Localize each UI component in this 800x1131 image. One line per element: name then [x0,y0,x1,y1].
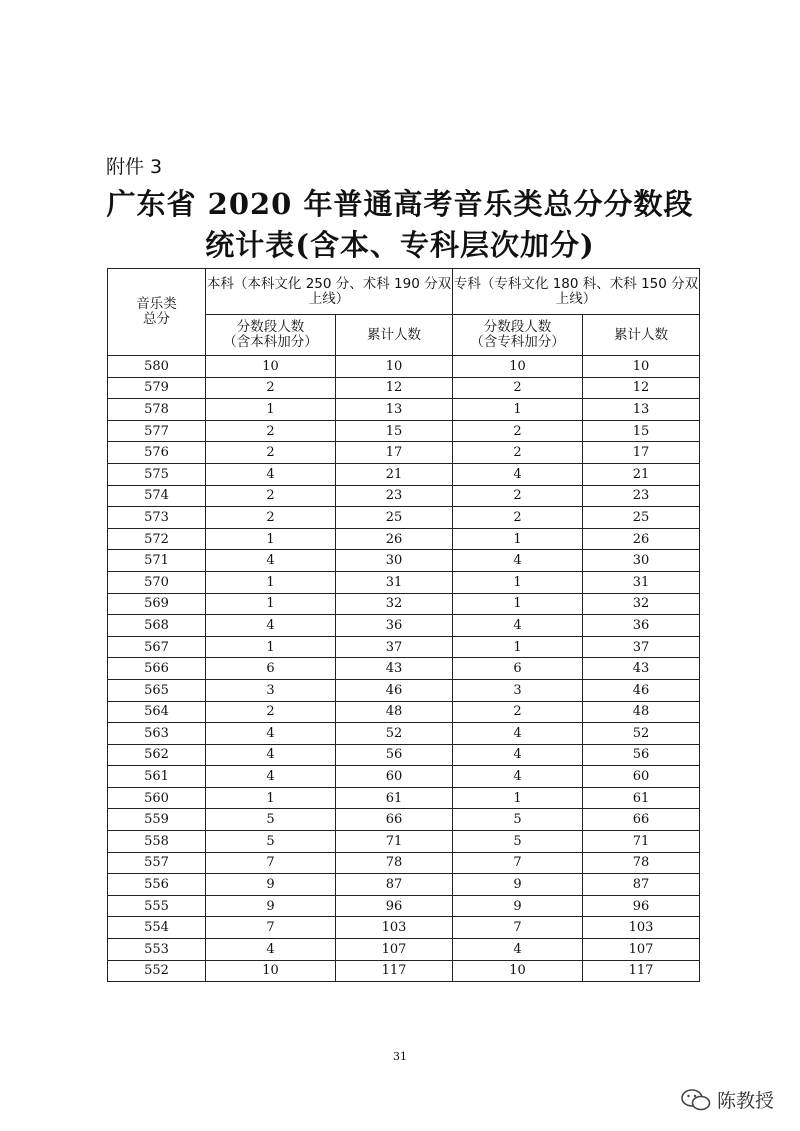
benke-count-cell: 10 [206,960,336,982]
table-row [108,658,700,680]
zhuanke-cumulative-cell: 61 [583,787,700,809]
zhuanke-count-cell: 1 [453,593,583,615]
zhuanke-cumulative-cell: 52 [583,723,700,745]
table-row [108,723,700,745]
page-title-line1: 广东省 2020 年普通高考音乐类总分分数段 [106,187,694,221]
benke-count-cell: 2 [206,701,336,723]
zhuanke-count-cell: 1 [453,787,583,809]
zhuanke-cumulative-cell: 78 [583,852,700,874]
watermark-text: 陈教授 [717,1090,775,1112]
score-cell: 567 [108,636,206,658]
score-cell: 575 [108,463,206,485]
benke-cumulative-cell: 117 [336,960,453,982]
score-cell: 568 [108,615,206,637]
benke-cumulative-cell: 66 [336,809,453,831]
table-row [108,550,700,572]
watermark [681,1086,774,1113]
table-row [108,895,700,917]
attachment-label: 附件 3 [106,156,163,178]
score-cell: 569 [108,593,206,615]
benke-count-cell: 2 [206,420,336,442]
zhuanke-count-cell: 1 [453,528,583,550]
table-row [108,463,700,485]
score-cell: 566 [108,658,206,680]
benke-count-cell: 7 [206,852,336,874]
zhuanke-cumulative-cell: 32 [583,593,700,615]
zhuanke-cumulative-cell: 56 [583,744,700,766]
zhuanke-cumulative-cell: 117 [583,960,700,982]
benke-count-cell: 1 [206,593,336,615]
zhuanke-cumulative-cell: 15 [583,420,700,442]
score-cell: 574 [108,485,206,507]
table-row [108,420,700,442]
benke-cumulative-cell: 12 [336,377,453,399]
benke-count-cell: 4 [206,463,336,485]
table-row [108,442,700,464]
score-cell: 554 [108,917,206,939]
benke-cumulative-cell: 43 [336,658,453,680]
zhuanke-cumulative-cell: 25 [583,507,700,529]
benke-cumulative-cell: 32 [336,593,453,615]
score-cell: 580 [108,356,206,378]
table-row [108,593,700,615]
zhuanke-count-cell: 2 [453,420,583,442]
score-cell: 564 [108,701,206,723]
table-row [108,852,700,874]
zhuanke-count-cell: 4 [453,550,583,572]
zhuanke-cumulative-cell: 46 [583,679,700,701]
zhuanke-count-cell: 1 [453,636,583,658]
benke-cumulative-cell: 23 [336,485,453,507]
page-number: 31 [393,1050,407,1063]
table-row [108,507,700,529]
zhuanke-count-cell: 4 [453,744,583,766]
score-cell: 561 [108,766,206,788]
benke-cumulative-cell: 25 [336,507,453,529]
table-row [108,787,700,809]
table-row [108,766,700,788]
benke-count-cell: 1 [206,528,336,550]
zhuanke-count-cell: 2 [453,377,583,399]
benke-cumulative-cell: 103 [336,917,453,939]
zhuanke-cumulative-cell: 48 [583,701,700,723]
benke-cumulative-cell: 52 [336,723,453,745]
table-row [108,939,700,961]
benke-count-cell: 2 [206,377,336,399]
zhuanke-count-cell: 10 [453,356,583,378]
wechat-icon [681,1088,711,1112]
benke-cumulative-cell: 78 [336,852,453,874]
benke-cumulative-cell: 71 [336,831,453,853]
score-cell: 556 [108,874,206,896]
table-row [108,744,700,766]
benke-cumulative-cell: 10 [336,356,453,378]
zhuanke-count-header: 分数段人数 （含专科加分） [453,315,583,356]
zhuanke-count-cell: 6 [453,658,583,680]
benke-count-cell: 7 [206,917,336,939]
benke-count-cell: 5 [206,809,336,831]
benke-cumulative-cell: 46 [336,679,453,701]
zhuanke-cumulative-cell: 36 [583,615,700,637]
zhuanke-cumulative-cell: 43 [583,658,700,680]
benke-count-cell: 2 [206,485,336,507]
benke-cumulative-cell: 13 [336,399,453,421]
score-cell: 562 [108,744,206,766]
benke-count-cell: 1 [206,571,336,593]
zhuanke-count-cell: 9 [453,874,583,896]
benke-count-cell: 9 [206,895,336,917]
benke-cumulative-cell: 107 [336,939,453,961]
table-row [108,636,700,658]
score-column-header: 音乐类 总分 [108,269,206,356]
benke-group-header: 本科（本科文化 250 分、术科 190 分双上线） [206,269,453,315]
zhuanke-count-cell: 4 [453,939,583,961]
zhuanke-count-cell: 7 [453,852,583,874]
zhuanke-cumulative-cell: 71 [583,831,700,853]
zhuanke-cumulative-cell: 10 [583,356,700,378]
score-cell: 552 [108,960,206,982]
score-cell: 555 [108,895,206,917]
zhuanke-cumulative-cell: 37 [583,636,700,658]
table-row [108,571,700,593]
benke-cumulative-cell: 96 [336,895,453,917]
zhuanke-cumulative-cell: 87 [583,874,700,896]
zhuanke-cumulative-cell: 30 [583,550,700,572]
benke-count-cell: 3 [206,679,336,701]
benke-cumulative-cell: 31 [336,571,453,593]
table-row [108,831,700,853]
benke-cumulative-cell: 60 [336,766,453,788]
table-row [108,377,700,399]
zhuanke-cumulative-header: 累计人数 [583,315,700,356]
benke-count-cell: 1 [206,399,336,421]
benke-cumulative-cell: 21 [336,463,453,485]
table-row [108,615,700,637]
zhuanke-cumulative-cell: 66 [583,809,700,831]
zhuanke-count-cell: 1 [453,571,583,593]
score-cell: 578 [108,399,206,421]
table-row [108,399,700,421]
zhuanke-count-cell: 7 [453,917,583,939]
score-cell: 571 [108,550,206,572]
benke-cumulative-cell: 36 [336,615,453,637]
benke-count-cell: 4 [206,744,336,766]
zhuanke-count-cell: 2 [453,507,583,529]
zhuanke-cumulative-cell: 17 [583,442,700,464]
benke-count-cell: 2 [206,507,336,529]
benke-count-cell: 4 [206,766,336,788]
score-cell: 553 [108,939,206,961]
zhuanke-count-cell: 4 [453,766,583,788]
benke-count-cell: 4 [206,723,336,745]
score-cell: 572 [108,528,206,550]
table-row [108,528,700,550]
table-row [108,809,700,831]
zhuanke-count-cell: 1 [453,399,583,421]
table-row [108,917,700,939]
zhuanke-cumulative-cell: 12 [583,377,700,399]
benke-cumulative-cell: 17 [336,442,453,464]
benke-cumulative-cell: 26 [336,528,453,550]
benke-cumulative-cell: 15 [336,420,453,442]
zhuanke-cumulative-cell: 60 [583,766,700,788]
score-cell: 559 [108,809,206,831]
score-cell: 579 [108,377,206,399]
score-cell: 573 [108,507,206,529]
score-cell: 570 [108,571,206,593]
benke-count-cell: 6 [206,658,336,680]
benke-count-cell: 1 [206,787,336,809]
table-row [108,960,700,982]
zhuanke-count-cell: 2 [453,701,583,723]
benke-cumulative-cell: 48 [336,701,453,723]
zhuanke-cumulative-cell: 107 [583,939,700,961]
zhuanke-count-cell: 5 [453,809,583,831]
benke-cumulative-cell: 61 [336,787,453,809]
score-cell: 563 [108,723,206,745]
benke-count-cell: 4 [206,550,336,572]
benke-cumulative-cell: 37 [336,636,453,658]
score-distribution-table [107,268,700,982]
score-cell: 557 [108,852,206,874]
score-cell: 576 [108,442,206,464]
benke-count-cell: 9 [206,874,336,896]
benke-count-cell: 2 [206,442,336,464]
zhuanke-count-cell: 5 [453,831,583,853]
zhuanke-count-cell: 4 [453,723,583,745]
zhuanke-count-cell: 4 [453,615,583,637]
score-cell: 560 [108,787,206,809]
score-cell: 577 [108,420,206,442]
zhuanke-count-cell: 9 [453,895,583,917]
zhuanke-count-cell: 4 [453,463,583,485]
table-row [108,356,700,378]
zhuanke-cumulative-cell: 26 [583,528,700,550]
score-cell: 558 [108,831,206,853]
zhuanke-cumulative-cell: 31 [583,571,700,593]
benke-count-cell: 4 [206,615,336,637]
zhuanke-cumulative-cell: 103 [583,917,700,939]
benke-count-cell: 5 [206,831,336,853]
zhuanke-group-header: 专科（专科文化 180 科、术科 150 分双上线） [453,269,700,315]
benke-count-cell: 1 [206,636,336,658]
zhuanke-cumulative-cell: 96 [583,895,700,917]
table-row [108,485,700,507]
zhuanke-count-cell: 3 [453,679,583,701]
benke-cumulative-cell: 30 [336,550,453,572]
table-row [108,679,700,701]
benke-count-cell: 4 [206,939,336,961]
benke-cumulative-header: 累计人数 [336,315,453,356]
zhuanke-count-cell: 10 [453,960,583,982]
page-title-line2: 统计表(含本、专科层次加分) [205,228,595,262]
table-row [108,701,700,723]
table-row [108,874,700,896]
benke-count-header: 分数段人数 （含本科加分） [206,315,336,356]
benke-cumulative-cell: 56 [336,744,453,766]
zhuanke-count-cell: 2 [453,442,583,464]
zhuanke-cumulative-cell: 21 [583,463,700,485]
zhuanke-cumulative-cell: 23 [583,485,700,507]
benke-cumulative-cell: 87 [336,874,453,896]
score-cell: 565 [108,679,206,701]
zhuanke-cumulative-cell: 13 [583,399,700,421]
benke-count-cell: 10 [206,356,336,378]
zhuanke-count-cell: 2 [453,485,583,507]
